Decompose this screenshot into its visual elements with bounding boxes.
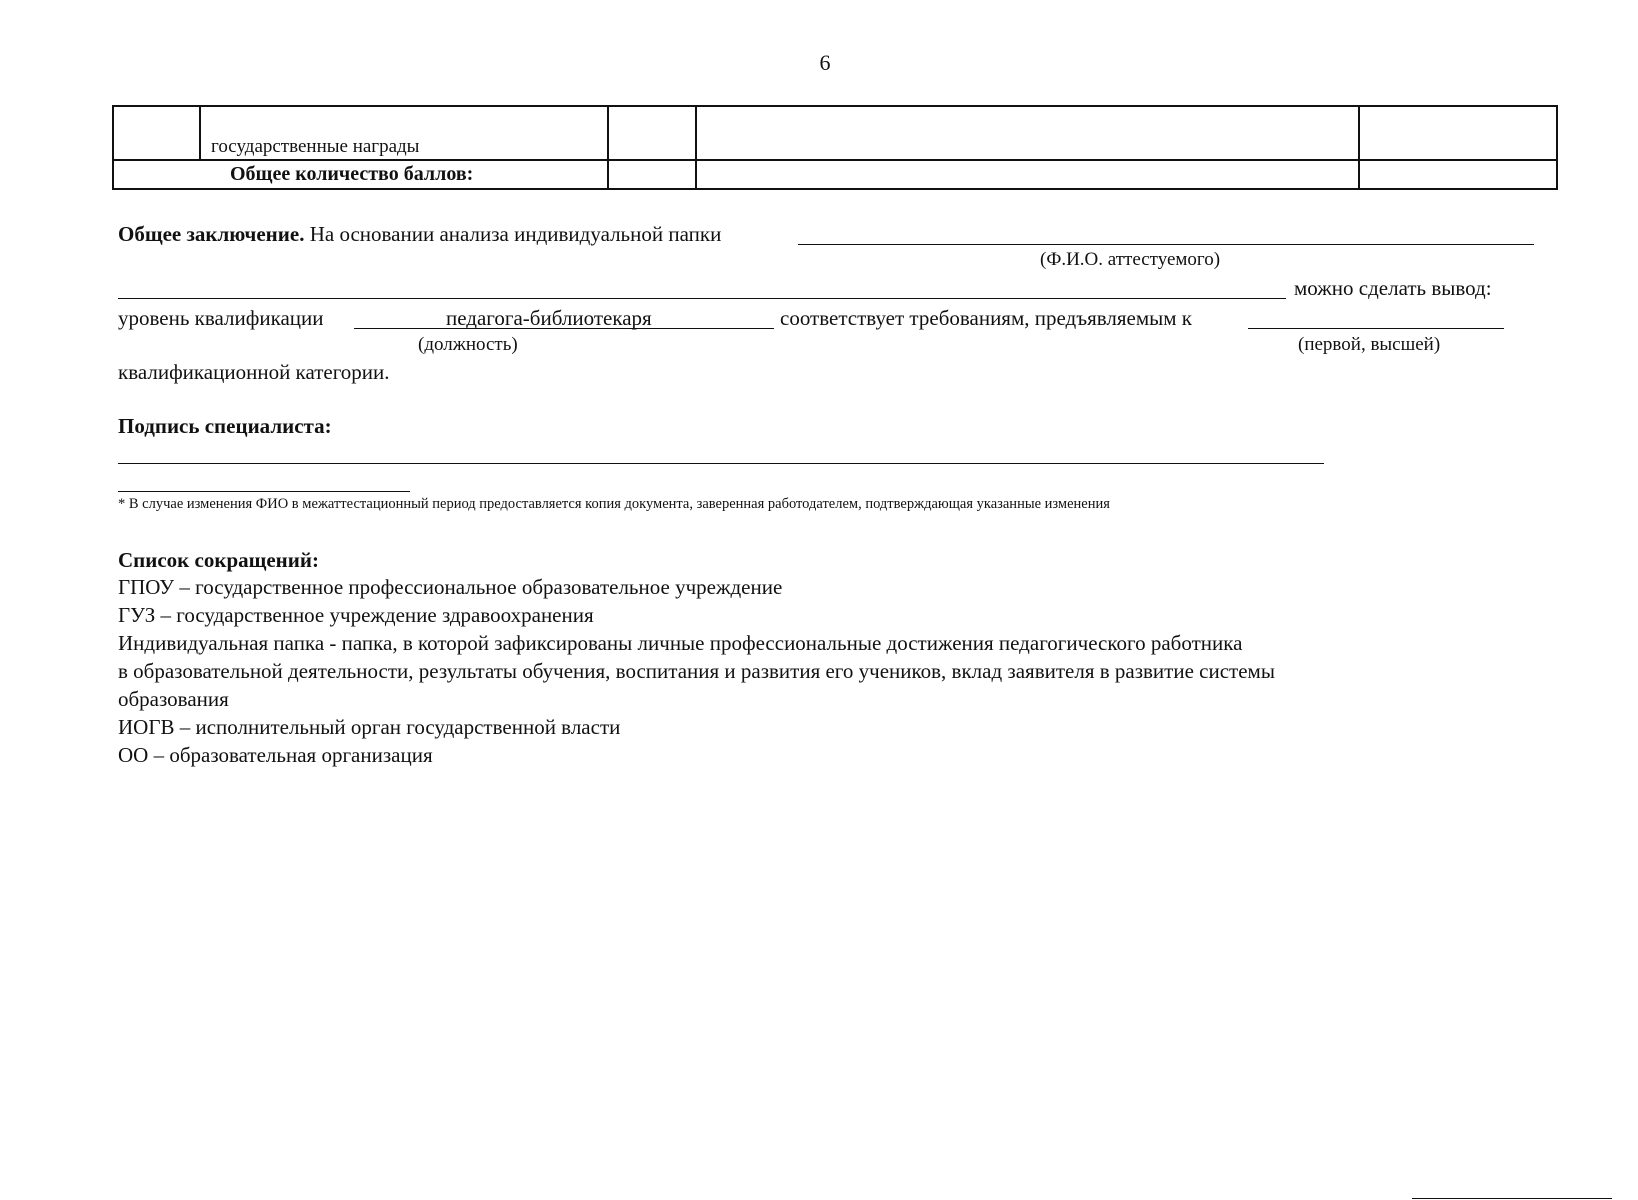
footnote-separator (118, 491, 410, 492)
position-value: педагога-библиотекаря (446, 306, 652, 330)
requirements-text: соответствует требованиям, предъявляемым к (780, 306, 1192, 330)
list-item: ИОГВ – исполнительный орган государственной власти (118, 715, 621, 739)
signature-label: Подпись специалиста: (118, 414, 332, 438)
table-cell (608, 160, 696, 189)
conclusion-text: На основании анализа индивидуальной папки (309, 222, 722, 246)
total-cell (113, 160, 608, 189)
conclude-text: можно сделать вывод: (1294, 276, 1492, 300)
conclusion-line (118, 222, 721, 247)
fio-caption: (Ф.И.О. аттестуемого) (1040, 249, 1221, 270)
list-item: в образовательной деятельности, результаты обучения, воспитания и развития его учеников, вклад заявителя в развитие системы (118, 659, 1275, 683)
abbreviations-title: Список сокращений: (118, 548, 319, 572)
fio-field-line (798, 244, 1534, 245)
signature-line (118, 463, 1324, 464)
table-cell (696, 160, 1359, 189)
category-text: квалификационной категории. (118, 360, 390, 384)
list-item: Индивидуальная папка - папка, в которой зафиксированы личные профессиональные достижения педагогического работника (118, 631, 1243, 655)
fio-continuation-line (118, 298, 1286, 299)
table-cell (113, 106, 200, 160)
table-row (113, 160, 1557, 189)
page-number: 6 (819, 50, 831, 75)
table-cell (696, 106, 1359, 160)
list-item: ГПОУ – государственное профессиональное образовательное учреждение (118, 575, 783, 599)
level-text: уровень квалификации (118, 306, 324, 330)
table-cell (608, 106, 696, 160)
table-row (113, 106, 1557, 160)
category-caption: (первой, высшей) (1298, 334, 1441, 355)
position-caption: (должность) (418, 334, 518, 355)
list-item: ГУЗ – государственное учреждение здравоохранения (118, 603, 594, 627)
awards-cell-text: государственные награды (211, 136, 420, 157)
score-table (112, 105, 1558, 190)
category-field-line (1248, 328, 1504, 329)
scan-artifact-line (1412, 1198, 1612, 1199)
footnote: * В случае изменения ФИО в межаттестационный период предоставляется копия документа, заверенная работодателем, подтверждающая указанные изменения (118, 496, 1110, 512)
list-item: ОО – образовательная организация (118, 743, 433, 767)
total-label: Общее количество баллов: (230, 163, 474, 185)
table-cell (1359, 160, 1557, 189)
list-item: образования (118, 687, 229, 711)
table-cell (1359, 106, 1557, 160)
conclusion-label: Общее заключение. (118, 222, 305, 246)
table-cell (200, 106, 608, 160)
